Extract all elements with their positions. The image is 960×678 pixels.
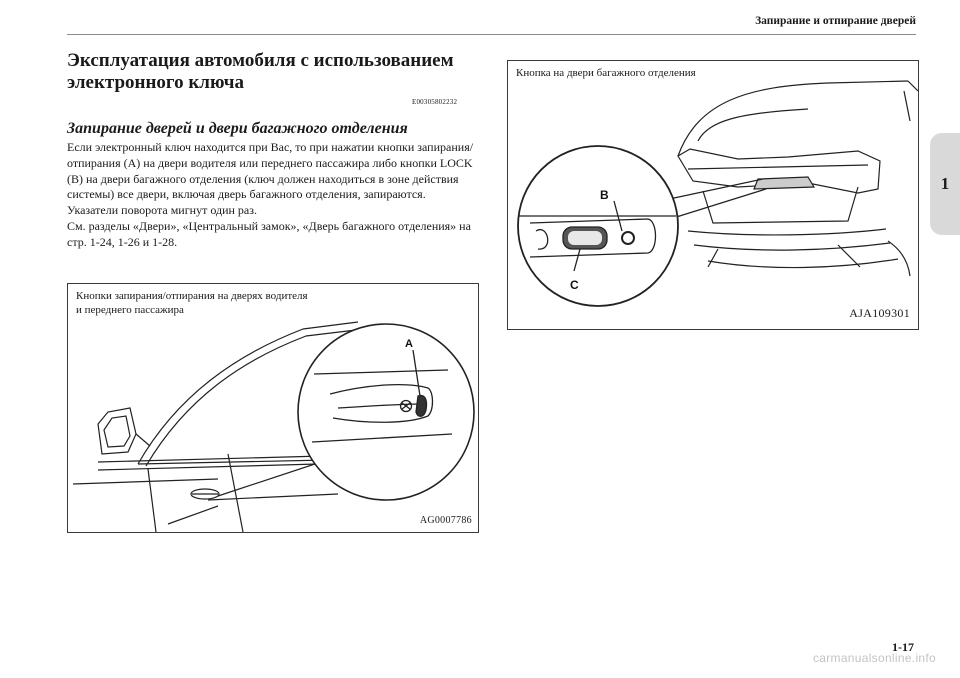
page-number: 1-17 <box>892 640 914 654</box>
zoom-circle <box>298 324 474 500</box>
callout-b: B <box>600 188 609 202</box>
body-paragraph: Если электронный ключ находится при Вас, то при нажатии кнопки запирания/отпирания (A) на двери водителя или переднего пассажира либо кнопки LOCK (B) на двери багажного отделения (ключ должен находиться в зоне действия системы) все двери, включая дверь багажного отделения, запираются. <box>67 140 474 202</box>
figure-door-handle <box>67 283 479 533</box>
body-text <box>67 140 482 251</box>
callout-a: A <box>405 338 413 350</box>
figure-tailgate-button <box>507 60 919 330</box>
body-paragraph: См. разделы «Двери», «Центральный замок», «Дверь багажного отделения» на стр. 1-24, 1-26 и 1-28. <box>67 218 471 249</box>
header-rule <box>67 34 916 35</box>
chapter-tab <box>930 133 960 235</box>
tailgate-illustration <box>508 61 918 329</box>
body-paragraph: Указатели поворота мигнут один раз. <box>67 203 257 218</box>
chapter-number: 1 <box>940 174 950 193</box>
figure-id: AG0007786 <box>419 515 472 526</box>
figure-id: AJA109301 <box>849 306 910 320</box>
section-title: Эксплуатация автомобиля с использованием электронного ключа <box>67 50 454 93</box>
figure-caption-line: Кнопки запирания/отпирания на дверях водителя <box>76 290 308 302</box>
figure-caption <box>76 290 436 317</box>
figure-caption-line: и переднего пассажира <box>76 303 184 316</box>
subheading: Запирание дверей и двери багажного отделения <box>67 120 408 137</box>
running-header: Запирание и отпирание дверей <box>755 15 916 27</box>
watermark: carmanualsonline.info <box>812 651 936 665</box>
callout-c: C <box>570 278 579 292</box>
door-illustration <box>68 284 478 532</box>
section-code: E00305802232 <box>412 98 458 106</box>
figure-caption: Кнопка на двери багажного отделения <box>516 67 696 79</box>
